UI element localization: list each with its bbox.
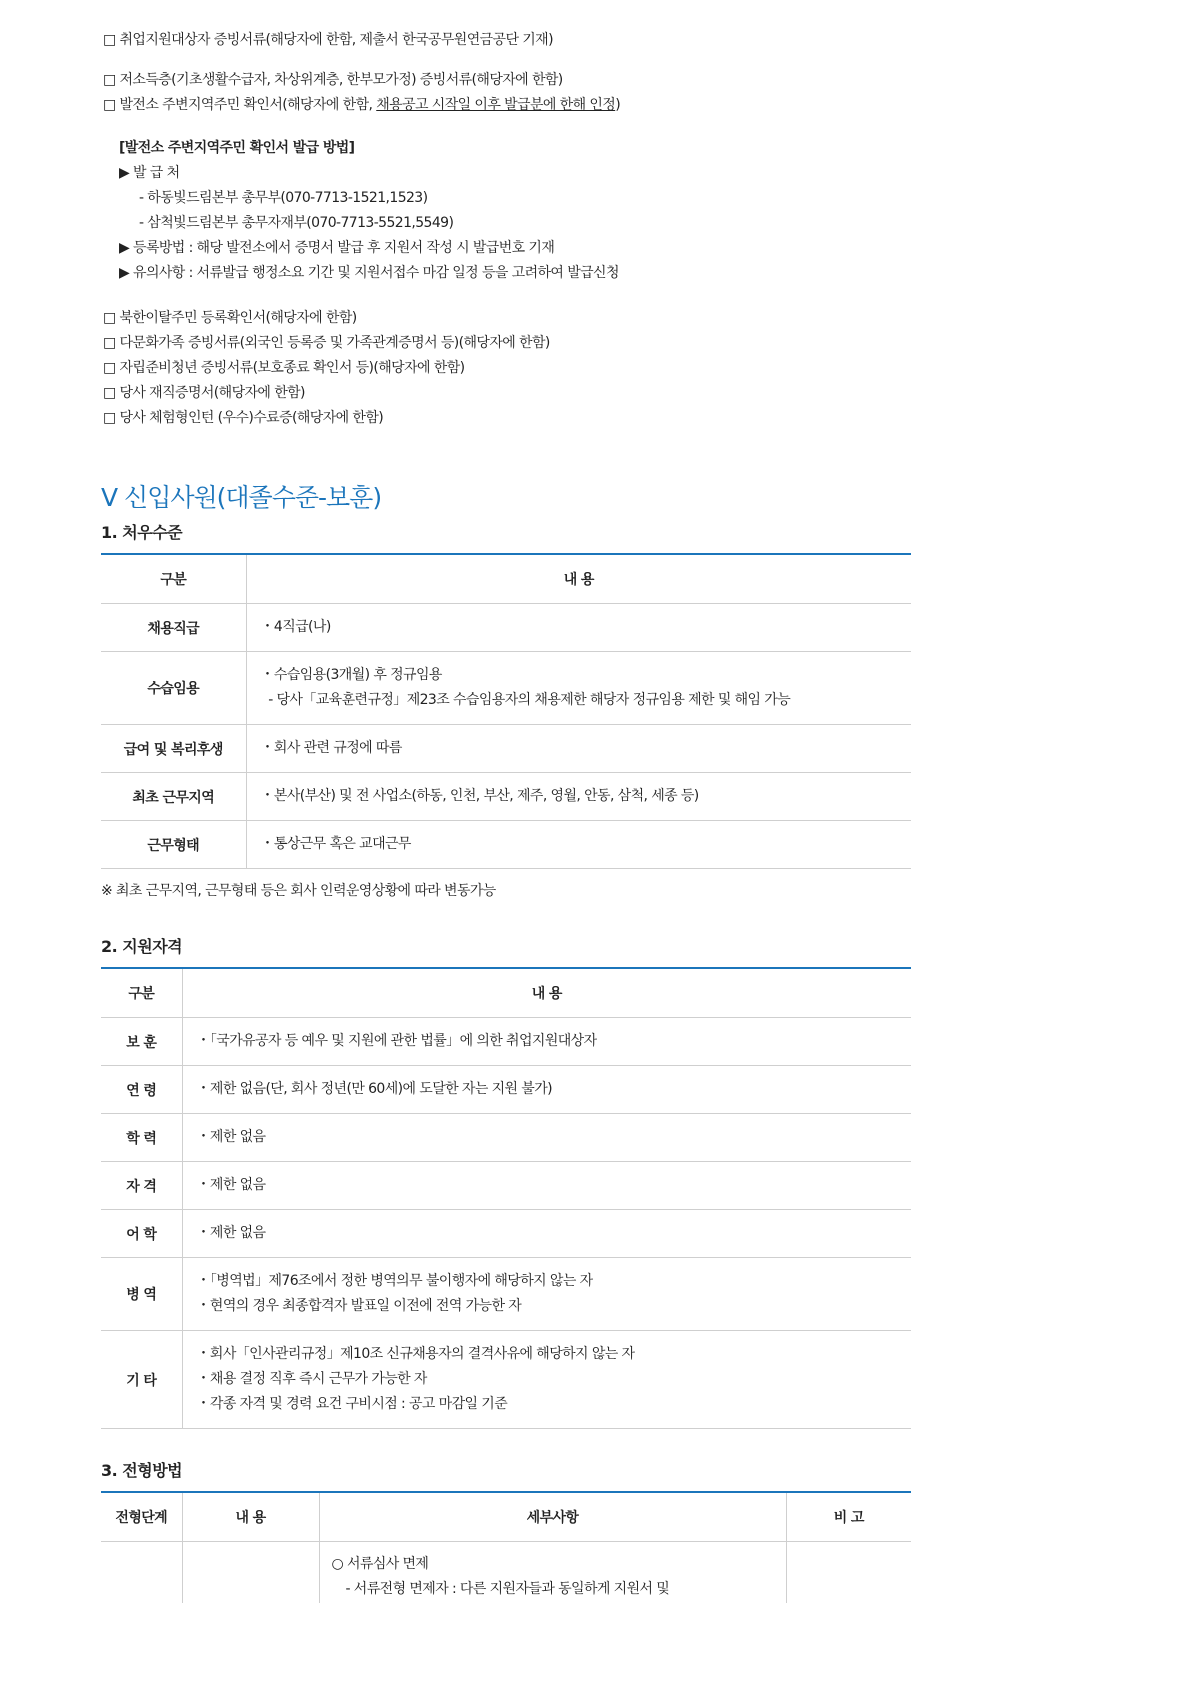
value-line: ・현역의 경우 최종합격자 발표일 이전에 전역 가능한 자 <box>196 1298 522 1314</box>
value-line: ・통상근무 혹은 교대근무 <box>260 836 411 852</box>
detail-line: - 서류전형 면제자 : 다른 지원자들과 동일하게 지원서 및 <box>345 1581 670 1597</box>
doc-list-item-plant-resident <box>101 93 911 118</box>
col-header: 구분 <box>101 554 246 604</box>
value-line: ・회사 관련 규정에 따름 <box>260 740 402 756</box>
table-row <box>101 773 911 821</box>
doc-list-item: □ 저소득층(기초생활수급자, 차상위계층, 한부모가정) 증빙서류(해당자에 한함) <box>103 72 563 88</box>
issuer-item: - 삼척빛드림본부 총무자재부(070-7713-5521,5549) <box>139 215 454 231</box>
value-line: ・회사「인사관리규정」제10조 신규채용자의 결격사유에 해당하지 않는 자 <box>196 1346 635 1362</box>
table-row <box>101 1331 911 1429</box>
value-line: ・제한 없음(단, 회사 정년(만 60세)에 도달한 자는 지원 불가) <box>196 1081 553 1097</box>
col-header: 구분 <box>101 968 182 1018</box>
selection-heading: 3. 전형방법 <box>101 1461 183 1480</box>
col-header: 세부사항 <box>319 1492 786 1542</box>
value-line: ・제한 없음 <box>196 1177 266 1193</box>
doc-list-item: □ 다문화가족 증빙서류(외국인 등록증 및 가족관계증명서 등)(해당자에 한함) <box>103 335 550 351</box>
col-header: 비 고 <box>786 1492 911 1542</box>
row-value <box>182 1258 911 1331</box>
plant-text-end: ) <box>615 97 621 113</box>
doc-list-item: □ 자립준비청년 증빙서류(보호종료 확인서 등)(해당자에 한함) <box>103 360 465 376</box>
value-line: ・「병역법」제76조에서 정한 병역의무 불이행자에 해당하지 않는 자 <box>196 1273 593 1289</box>
qualification-table <box>101 967 911 1429</box>
issuance-method-block <box>101 136 911 286</box>
row-value <box>182 1162 911 1210</box>
content-cell <box>182 1542 319 1603</box>
table-header-row <box>101 554 911 604</box>
value-line: ・채용 결정 직후 즉시 근무가 가능한 자 <box>196 1371 427 1387</box>
detail-cell <box>319 1542 786 1603</box>
table-row <box>101 1258 911 1331</box>
col-header: 내 용 <box>182 1492 319 1542</box>
issuer-item: - 하동빛드림본부 총무부(070-7713-1521,1523) <box>139 190 428 206</box>
row-value <box>182 1114 911 1162</box>
value-line: ・각종 자격 및 경력 요건 구비시점 : 공고 마감일 기준 <box>196 1396 508 1412</box>
doc-list-item: □ 북한이탈주민 등록확인서(해당자에 한함) <box>103 310 357 326</box>
table-row <box>101 821 911 869</box>
value-line: - 당사「교육훈련규정」제23조 수습임용자의 채용제한 해당자 정규임용 제한 및 해임 가능 <box>260 692 791 708</box>
treatment-note: ※ 최초 근무지역, 근무형태 등은 회사 인력운영상황에 따라 변동가능 <box>101 883 496 899</box>
row-key: 근무형태 <box>101 821 246 869</box>
value-line: ・4직급(나) <box>260 619 331 635</box>
row-value <box>246 725 911 773</box>
issuer-label: ▶ 발 급 처 <box>119 165 180 181</box>
treatment-heading: 1. 처우수준 <box>101 523 183 542</box>
value-line: ・제한 없음 <box>196 1129 266 1145</box>
row-value <box>182 1018 911 1066</box>
table-row <box>101 1542 911 1603</box>
value-line: ・수습임용(3개월) 후 정규임용 <box>260 667 442 683</box>
row-value <box>182 1066 911 1114</box>
method-heading: [발전소 주변지역주민 확인서 발급 방법] <box>119 140 355 156</box>
table-row <box>101 1018 911 1066</box>
plant-underlined-text: 채용공고 시작일 이후 발급분에 한해 인정 <box>376 97 616 113</box>
selection-table <box>101 1491 911 1542</box>
register-method: ▶ 등록방법 : 해당 발전소에서 증명서 발급 후 지원서 작성 시 발급번호 기재 <box>119 240 555 256</box>
row-value <box>246 821 911 869</box>
table-row <box>101 1162 911 1210</box>
value-line: ・제한 없음 <box>196 1225 266 1241</box>
table-row <box>101 652 911 725</box>
row-key: 급여 및 복리후생 <box>101 725 246 773</box>
row-key: 연 령 <box>101 1066 182 1114</box>
row-key: 채용직급 <box>101 604 246 652</box>
document-list-2 <box>101 306 911 431</box>
plant-text: □ 발전소 주변지역주민 확인서(해당자에 한함, <box>103 97 377 113</box>
row-key: 최초 근무지역 <box>101 773 246 821</box>
row-value <box>246 773 911 821</box>
treatment-table <box>101 553 911 869</box>
row-value <box>246 604 911 652</box>
table-row <box>101 725 911 773</box>
table-row <box>101 604 911 652</box>
stage-cell <box>101 1542 182 1603</box>
row-value <box>246 652 911 725</box>
remark-cell <box>786 1542 911 1603</box>
table-header-row <box>101 1492 911 1542</box>
document-page <box>101 32 911 1597</box>
col-header: 내 용 <box>246 554 911 604</box>
selection-table-clipped-body <box>101 1542 911 1597</box>
section-title: Ⅴ 신입사원(대졸수준-보훈) <box>101 483 382 512</box>
row-value <box>182 1210 911 1258</box>
row-value <box>182 1331 911 1429</box>
table-header-row <box>101 968 911 1018</box>
doc-list-item: □ 당사 재직증명서(해당자에 한함) <box>103 385 305 401</box>
selection-table-body <box>101 1542 911 1603</box>
row-key: 학 력 <box>101 1114 182 1162</box>
table-row <box>101 1066 911 1114</box>
table-row <box>101 1210 911 1258</box>
detail-line: ○ 서류심사 면제 <box>331 1556 429 1572</box>
doc-list-item: □ 당사 체험형인턴 (우수)수료증(해당자에 한함) <box>103 410 384 426</box>
value-line: ・「국가유공자 등 예우 및 지원에 관한 법률」에 의한 취업지원대상자 <box>196 1033 597 1049</box>
row-key: 병 역 <box>101 1258 182 1331</box>
doc-list-item: □ 취업지원대상자 증빙서류(해당자에 한함, 제출서 한국공무원연금공단 기재) <box>103 32 553 48</box>
value-line: ・본사(부산) 및 전 사업소(하동, 인천, 부산, 제주, 영월, 안동, 삼척, 세종 등) <box>260 788 699 804</box>
row-key: 자 격 <box>101 1162 182 1210</box>
caution-note: ▶ 유의사항 : 서류발급 행정소요 기간 및 지원서접수 마감 일정 등을 고려하여 발급신청 <box>119 265 619 281</box>
col-header: 전형단계 <box>101 1492 182 1542</box>
row-key: 어 학 <box>101 1210 182 1258</box>
clipped-top-line <box>101 32 911 68</box>
qualification-heading: 2. 지원자격 <box>101 937 183 956</box>
row-key: 보 훈 <box>101 1018 182 1066</box>
row-key: 수습임용 <box>101 652 246 725</box>
col-header: 내 용 <box>182 968 911 1018</box>
table-row <box>101 1114 911 1162</box>
row-key: 기 타 <box>101 1331 182 1429</box>
